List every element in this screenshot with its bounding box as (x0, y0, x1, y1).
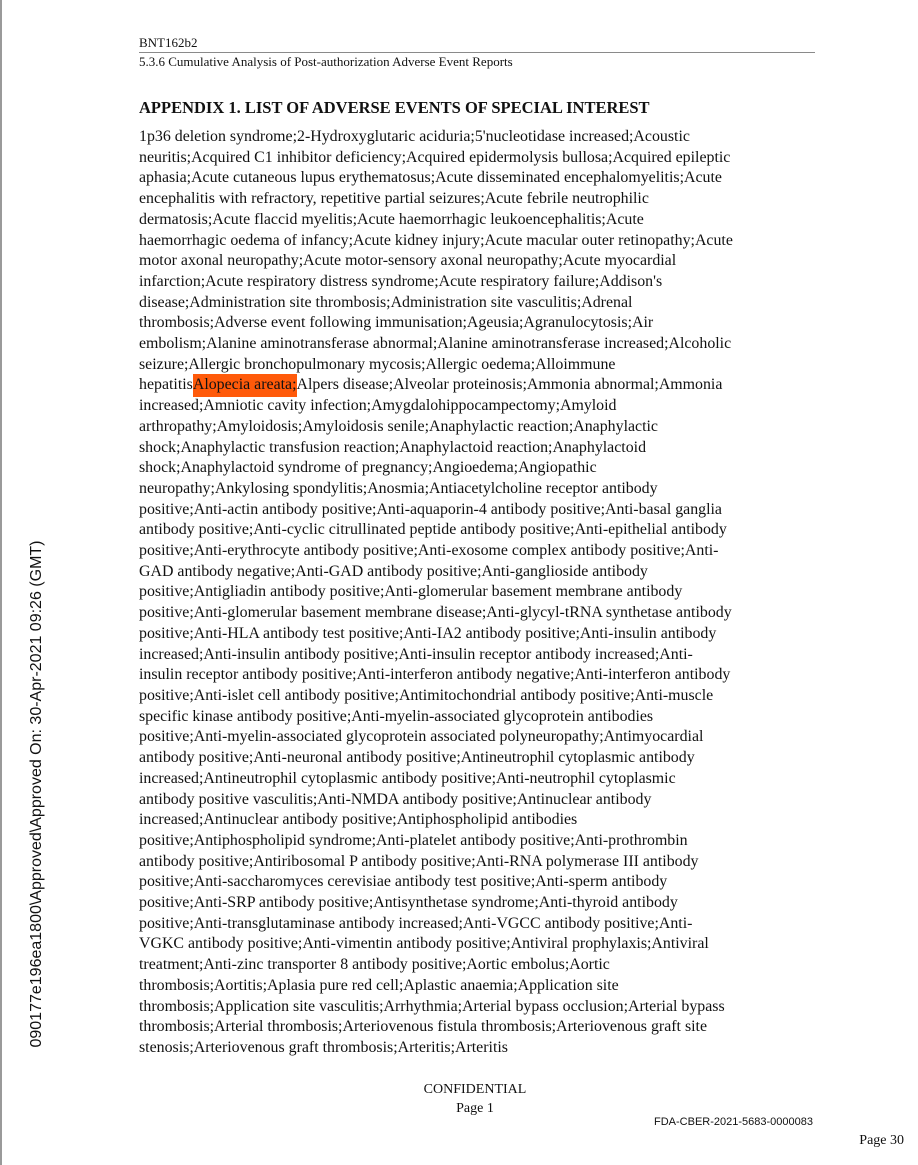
text-line: VGKC antibody positive;Anti-vimentin antibody positive;Antiviral prophylaxis;Antiviral (139, 935, 709, 953)
text-line: insulin receptor antibody positive;Anti-interferon antibody negative;Anti-interferon antibody (139, 666, 731, 684)
text-line: thrombosis;Arterial thrombosis;Arteriovenous fistula thrombosis;Arteriovenous graft site (139, 1018, 708, 1036)
page-header (139, 35, 815, 71)
text-line: positive;Anti-transglutaminase antibody increased;Anti-VGCC antibody positive;Anti- (139, 914, 693, 932)
text-line: motor axonal neuropathy;Acute motor-sensory axonal neuropathy;Acute myocardial (139, 252, 677, 270)
highlighted-text-line (139, 375, 815, 396)
text-line: embolism;Alanine aminotransferase abnormal;Alanine aminotransferase increased;Alcoholic (139, 335, 732, 353)
text-line: antibody positive;Anti-neuronal antibody positive;Antineutrophil cytoplasmic antibody (139, 749, 695, 767)
page-number: Page 1 (456, 1101, 494, 1116)
text-line: thrombosis;Aortitis;Aplasia pure red cell;Aplastic anaemia;Application site (139, 976, 619, 994)
text-line: increased;Amniotic cavity infection;Amygdalohippocampectomy;Amyloid (139, 397, 617, 415)
text-line: haemorrhagic oedema of infancy;Acute kidney injury;Acute macular outer retinopathy;Acute (139, 231, 733, 249)
text-line: antibody positive vasculitis;Anti-NMDA antibody positive;Antinuclear antibody (139, 790, 652, 808)
text-line: positive;Anti-myelin-associated glycoprotein associated polyneuropathy;Antimyocardial (139, 728, 704, 746)
text-line: increased;Antinuclear antibody positive;Antiphospholipid antibodies (139, 811, 578, 829)
document-id: FDA-CBER-2021-5683-0000083 (654, 1116, 813, 1128)
product-name: BNT162b2 (139, 35, 198, 50)
text-line: shock;Anaphylactoid syndrome of pregnancy;Angioedema;Angiopathic (139, 459, 597, 477)
page-footer (380, 1080, 570, 1118)
text-line: specific kinase antibody positive;Anti-myelin-associated glycoprotein antibodies (139, 707, 654, 725)
text-line: positive;Anti-HLA antibody test positive;Anti-IA2 antibody positive;Anti-insulin antibody (139, 624, 717, 642)
highlighted-term: Alopecia areata; (193, 374, 297, 397)
confidential-label: CONFIDENTIAL (423, 1082, 527, 1097)
text-line: increased;Antineutrophil cytoplasmic antibody positive;Anti-neutrophil cytoplasmic (139, 769, 676, 787)
text-line: GAD antibody negative;Anti-GAD antibody positive;Anti-ganglioside antibody (139, 562, 648, 580)
text-after-highlight: Alpers disease;Alveolar proteinosis;Ammonia abnormal;Ammonia (296, 376, 723, 394)
section-title: 5.3.6 Cumulative Analysis of Post-authorization Adverse Event Reports (139, 54, 513, 69)
text-line: aphasia;Acute cutaneous lupus erythematosus;Acute disseminated encephalomyelitis;Acute (139, 169, 722, 187)
text-line: positive;Anti-erythrocyte antibody positive;Anti-exosome complex antibody positive;Anti- (139, 542, 719, 560)
text-line: arthropathy;Amyloidosis;Amyloidosis senile;Anaphylactic reaction;Anaphylactic (139, 417, 658, 435)
text-line: positive;Antiphospholipid syndrome;Anti-platelet antibody positive;Anti-prothrombin (139, 831, 688, 849)
text-line: positive;Anti-saccharomyces cerevisiae antibody test positive;Anti-sperm antibody (139, 873, 668, 891)
text-line: positive;Anti-actin antibody positive;Anti-aquaporin-4 antibody positive;Anti-basal ganglia (139, 500, 722, 518)
text-line: neuropathy;Ankylosing spondylitis;Anosmia;Antiacetylcholine receptor antibody (139, 479, 658, 497)
text-line: positive;Anti-SRP antibody positive;Antisynthetase syndrome;Anti-thyroid antibody (139, 894, 678, 912)
text-line: positive;Antigliadin antibody positive;Anti-glomerular basement membrane antibody (139, 583, 683, 601)
text-line: stenosis;Arteriovenous graft thrombosis;Arteritis;Arteritis (139, 1038, 508, 1056)
text-line: encephalitis with refractory, repetitive partial seizures;Acute febrile neutrophilic (139, 190, 649, 208)
adverse-events-list (139, 127, 815, 1059)
text-line: antibody positive;Anti-cyclic citrullinated peptide antibody positive;Anti-epithelial antibody (139, 521, 727, 539)
text-line: 1p36 deletion syndrome;2-Hydroxyglutaric aciduria;5'nucleotidase increased;Acoustic (139, 128, 690, 145)
text-line: neuritis;Acquired C1 inhibitor deficiency;Acquired epidermolysis bullosa;Acquired epileptic (139, 148, 731, 166)
text-line: shock;Anaphylactic transfusion reaction;Anaphylactoid reaction;Anaphylactoid (139, 438, 647, 456)
text-line: positive;Anti-islet cell antibody positive;Antimitochondrial antibody positive;Anti-muscle (139, 686, 714, 704)
text-line: infarction;Acute respiratory distress syndrome;Acute respiratory failure;Addison's (139, 272, 663, 290)
text-line: positive;Anti-glomerular basement membrane disease;Anti-glycyl-tRNA synthetase antibody (139, 604, 732, 622)
left-margin-rule (0, 0, 2, 1165)
text-line: dermatosis;Acute flaccid myelitis;Acute haemorrhagic leukoencephalitis;Acute (139, 210, 644, 228)
text-line: thrombosis;Application site vasculitis;Arrhythmia;Arterial bypass occlusion;Arterial bypass (139, 997, 725, 1015)
text-line: treatment;Anti-zinc transporter 8 antibody positive;Aortic embolus;Aortic (139, 956, 610, 974)
text-line: antibody positive;Antiribosomal P antibody positive;Anti-RNA polymerase III antibody (139, 852, 699, 870)
text-line: disease;Administration site thrombosis;Administration site vasculitis;Adrenal (139, 293, 633, 311)
text-before-highlight: hepatitis (139, 376, 193, 394)
appendix-title: APPENDIX 1. LIST OF ADVERSE EVENTS OF SPECIAL INTEREST (139, 98, 650, 117)
approval-stamp: 090177e196ea1800\Approved\Approved On: 30-Apr-2021 09:26 (GMT) (28, 540, 45, 1048)
text-line: increased;Anti-insulin antibody positive;Anti-insulin receptor antibody increased;Anti- (139, 645, 693, 663)
page-total-number: Page 30 (859, 1133, 904, 1148)
text-line: seizure;Allergic bronchopulmonary mycosis;Allergic oedema;Alloimmune (139, 355, 616, 373)
text-line: thrombosis;Adverse event following immunisation;Ageusia;Agranulocytosis;Air (139, 314, 654, 332)
